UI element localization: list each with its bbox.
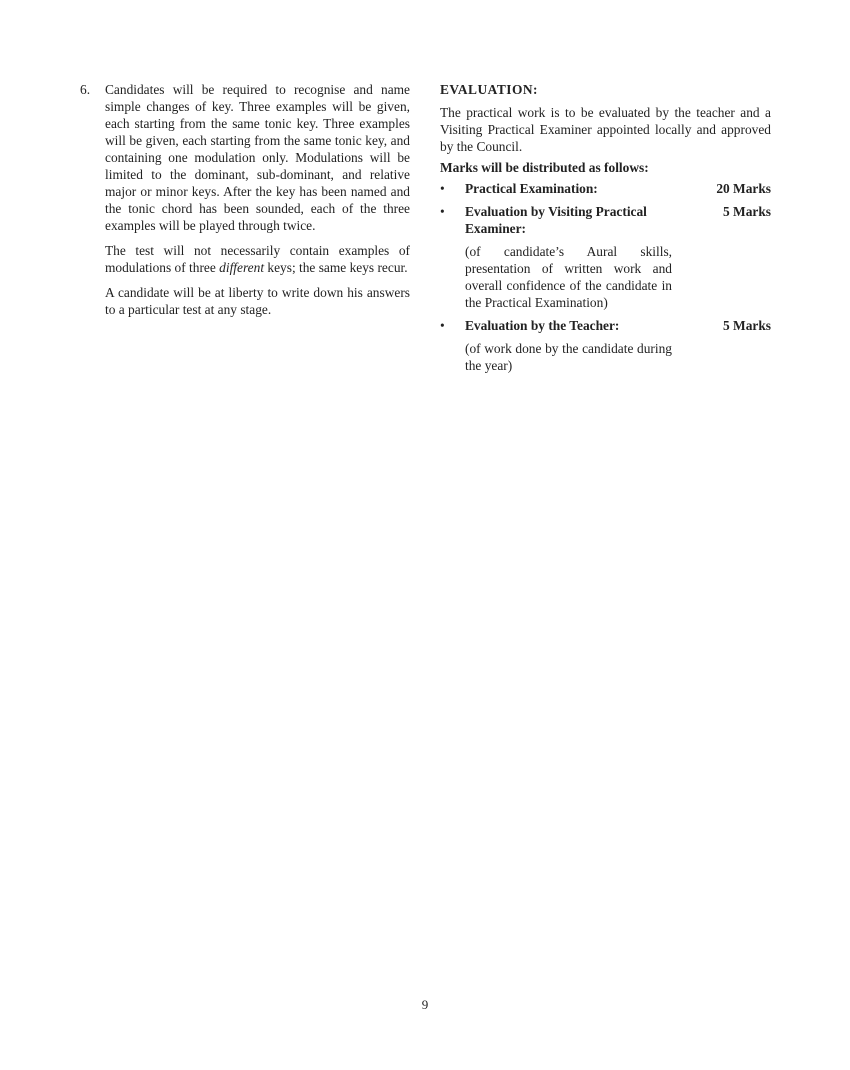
mark-line: [465, 317, 771, 334]
mark-label: Evaluation by Visiting Practical Examiner:: [465, 204, 647, 236]
page-number: 9: [421, 997, 429, 1012]
list-item-practical-examination: [440, 180, 771, 197]
modulation-note-start: The test will not necessarily contain examples of modulations of three: [105, 243, 410, 275]
mark-note: (of candidate’s Aural skills, presentation of written work and overall confidence of the candidate in the Practical Examination): [465, 244, 672, 310]
mark-line: [465, 203, 771, 237]
marks-distribution-heading: Marks will be distributed as follows:: [440, 160, 649, 175]
list-item-teacher-evaluation: [440, 317, 771, 374]
mark-label: Practical Examination:: [465, 181, 598, 196]
right-column: [440, 81, 771, 380]
list-item-visiting-examiner: [440, 203, 771, 311]
item-body: [105, 81, 410, 326]
bullet-icon: •: [440, 204, 445, 219]
left-column: [80, 81, 410, 326]
mark-label: Evaluation by the Teacher:: [465, 318, 620, 333]
liberty-paragraph: A candidate will be at liberty to write down his answers to a particular test at any stage.: [105, 285, 410, 317]
mark-note: (of work done by the candidate during the year): [465, 341, 672, 373]
key-change-paragraph: Candidates will be required to recognise and name simple changes of key. Three examples will be given, each starting from the same tonic key. Three examples will be given, each starting from the same tonic key, and containing one modulation only. Modulations will be limited to the dominant, sub-dominant, and relative major or minor keys. After the key has been named and the tonic chord has been sounded, each of the three examples will be played through twice.: [105, 82, 410, 233]
marks-list: [440, 180, 771, 374]
modulation-note-end: keys; the same keys recur.: [264, 260, 408, 275]
mark-value: 5 Marks: [723, 318, 771, 333]
mark-value: 5 Marks: [723, 204, 771, 219]
bullet-icon: •: [440, 181, 445, 196]
evaluation-heading: EVALUATION:: [440, 82, 539, 97]
numbered-item-6: [80, 81, 410, 326]
bullet-icon: •: [440, 318, 445, 333]
mark-line: [465, 180, 771, 197]
emphasis-different: different: [219, 260, 265, 275]
item-number: 6.: [80, 82, 91, 97]
mark-value: 20 Marks: [716, 181, 771, 196]
evaluation-intro: The practical work is to be evaluated by the teacher and a Visiting Practical Examiner appointed locally and approved by the Council.: [440, 105, 771, 154]
modulation-note-paragraph: [105, 242, 410, 276]
